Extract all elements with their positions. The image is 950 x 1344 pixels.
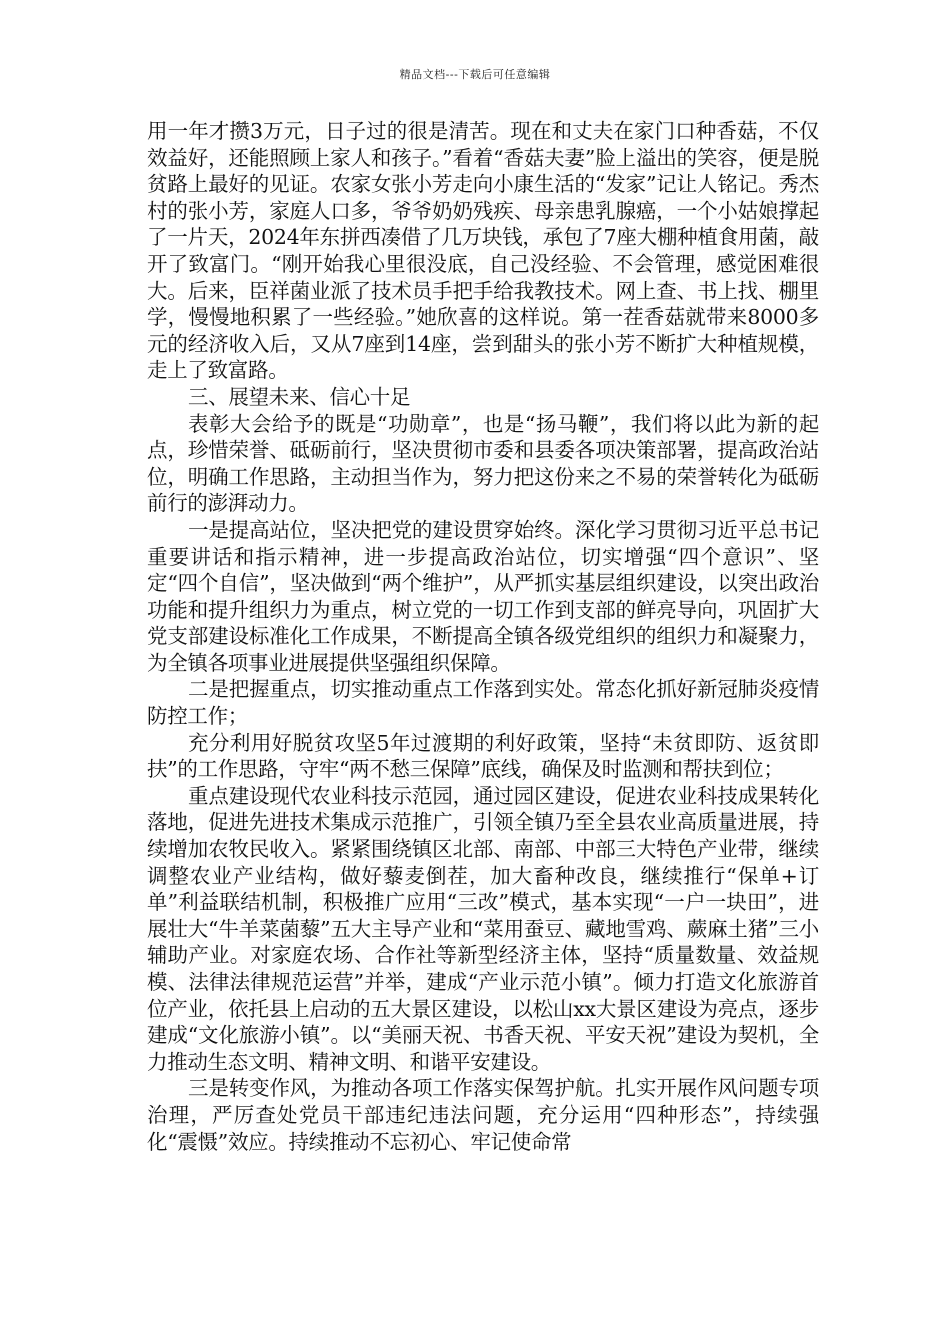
paragraph-3: 表彰大会给予的既是“功勋章”，也是“扬马鞭”，我们将以此为新的起点，珍惜荣誉、砥砺前行，坚决贯彻市委和县委各项决策部署，提高政治站位，明确工作思路，主动担当作为，努力把这份来之不易的荣誉转化为砥砺前行的澎湃动力。 — [147, 411, 819, 516]
paragraph-6: 充分利用好脱贫攻坚5年过渡期的利好政策，坚持“未贫即防、返贫即扶”的工作思路，守牢“两不愁三保障”底线，确保及时监测和帮扶到位； — [147, 730, 819, 782]
paragraph-4: 一是提高站位，坚决把党的建设贯穿始终。深化学习贯彻习近平总书记重要讲话和指示精神，进一步提高政治站位，切实增强“四个意识”、坚定“四个自信”，坚决做到“两个维护”，从严抓实基层组织建设，以突出政治功能和提升组织力为重点，树立党的一切工作到支部的鲜亮导向，巩固扩大党支部建设标准化工作成果，不断提高全镇各级党组织的组织力和凝聚力，为全镇各项事业进展提供坚强组织保障。 — [147, 517, 819, 675]
section-heading: 三、展望未来、信心十足 — [188, 384, 411, 409]
paragraph-7: 重点建设现代农业科技示范园，通过园区建设，促进农业科技成果转化落地，促进先进技术集成示范推广，引领全镇乃至全县农业高质量进展，持续增加农牧民收入。紧紧围绕镇区北部、南部、中部三大特色产业带，继续调整农业产业结构，做好藜麦倒茬，加大畜种改良，继续推行“保单+订单”利益联结机制，积极推广应用“三改”模式，基本实现“一户一块田”，进展壮大“牛羊菜菌藜”五大主导产业和“菜用蚕豆、藏地雪鸡、蕨麻土猪”三小辅助产业。对家庭农场、合作社等新型经济主体，坚持“质量数量、效益规模、法律法律规范运营”并举，建成“产业示范小镇”。倾力打造文化旅游首位产业，依托县上启动的五大景区建设，以松山xx大景区建设为亮点，逐步建成“文化旅游小镇”。以“美丽天祝、书香天祝、平安天祝”建设为契机，全力推动生态文明、精神文明、和谐平安建设。 — [147, 783, 819, 1074]
paragraph-1: 用一年才攒3万元，日子过的很是清苦。现在和丈夫在家门口种香菇，不仅效益好，还能照顾上家人和孩子。”看着“香菇夫妻”脸上溢出的笑容，便是脱贫路上最好的见证。农家女张小芳走向小康生活的“发家”记让人铭记。秀杰村的张小芳，家庭人口多，爷爷奶奶残疾、母亲患乳腺癌，一个小姑娘撑起了一片天，2024年东拼西凑借了几万块钱，承包了7座大棚种植食用菌，敲开了致富门。“刚开始我心里很没底，自己没经验、不会管理，感觉困难很大。后来，臣祥菌业派了技术员手把手给我教技术。网上查、书上找、棚里学，慢慢地积累了一些经验。”她欣喜的这样说。第一茬香菇就带来8000多元的经济收入后，又从7座到14座，尝到甜头的张小芳不断扩大种植规模，走上了致富路。 — [147, 119, 819, 383]
page-header: 精品文档---下载后可任意编辑 — [399, 68, 551, 81]
paragraph-8: 三是转变作风，为推动各项工作落实保驾护航。扎实开展作风问题专项治理，严厉查处党员干部违纪违法问题，充分运用“四种形态”，持续强化“震慑”效应。持续推动不忘初心、牢记使命常 — [147, 1076, 819, 1154]
paragraph-5: 二是把握重点，切实推动重点工作落到实处。常态化抓好新冠肺炎疫情防控工作； — [147, 677, 819, 729]
document-body — [147, 118, 819, 1155]
